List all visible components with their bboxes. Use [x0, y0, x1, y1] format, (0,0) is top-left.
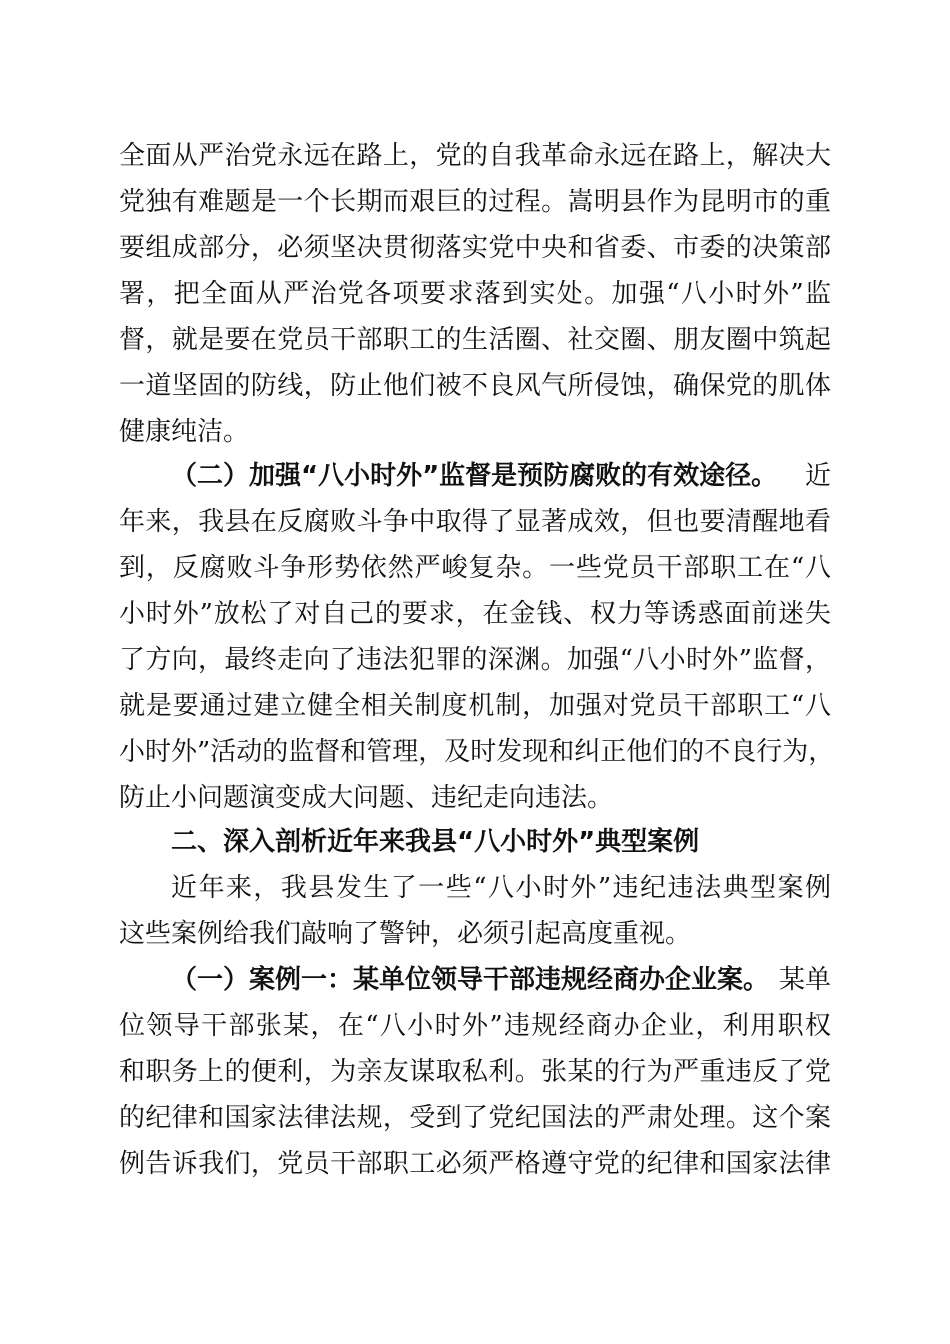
paragraph-line: 近年来，我县发生了一些“八小时外”违纪违法典型案例: [171, 873, 831, 903]
paragraph-line: 督，就是要在党员干部职工的生活圈、社交圈、朋友圈中筑起: [119, 325, 831, 355]
paragraph-line: 某单: [778, 965, 831, 995]
paragraph-line: 一道坚固的防线，防止他们被不良风气所侵蚀，确保党的肌体: [119, 371, 831, 401]
paragraph-line: 防止小问题演变成大问题、违纪走向违法。: [119, 783, 614, 813]
subheading-bold: （二）加强“八小时外”监督是预防腐败的有效途径。: [171, 461, 778, 491]
paragraph-line: 小时外”活动的监督和管理，及时发现和纠正他们的不良行为，: [119, 737, 835, 767]
paragraph-line: 和职务上的便利，为亲友谋取私利。张某的行为严重违反了党: [119, 1057, 831, 1087]
paragraph-line: 近: [804, 461, 831, 491]
paragraph-line: 例告诉我们，党员干部职工必须严格遵守党的纪律和国家法律: [119, 1149, 831, 1179]
paragraph-line: 位领导干部张某，在“八小时外”违规经商办企业，利用职权: [119, 1011, 831, 1041]
paragraph-line: 到，反腐败斗争形势依然严峻复杂。一些党员干部职工在“八: [119, 553, 831, 583]
subheading-bold: （一）案例一：某单位领导干部违规经商办企业案。: [171, 965, 770, 995]
paragraph-line: 了方向，最终走向了违法犯罪的深渊。加强“八小时外”监督，: [119, 645, 831, 675]
paragraph-line: 的纪律和国家法律法规，受到了党纪国法的严肃处理。这个案: [119, 1103, 831, 1133]
paragraph-line: 要组成部分，必须坚决贯彻落实党中央和省委、市委的决策部: [119, 233, 831, 263]
paragraph-line: 署，把全面从严治党各项要求落到实处。加强“八小时外”监: [119, 279, 831, 309]
paragraph-line: 小时外”放松了对自己的要求，在金钱、权力等诱惑面前迷失: [119, 599, 831, 629]
paragraph-line: 这些案例给我们敲响了警钟，必须引起高度重视。: [119, 919, 692, 949]
paragraph-line: 就是要通过建立健全相关制度机制，加强对党员干部职工“八: [119, 691, 831, 721]
section-heading: 二、深入剖析近年来我县“八小时外”典型案例: [171, 827, 700, 857]
paragraph-line: 党独有难题是一个长期而艰巨的过程。嵩明县作为昆明市的重: [119, 187, 831, 217]
paragraph-line: 年来，我县在反腐败斗争中取得了显著成效，但也要清醒地看: [119, 507, 831, 537]
paragraph-line: 健康纯洁。: [119, 417, 250, 447]
paragraph-line: 全面从严治党永远在路上，党的自我革命永远在路上，解决大: [119, 141, 831, 171]
